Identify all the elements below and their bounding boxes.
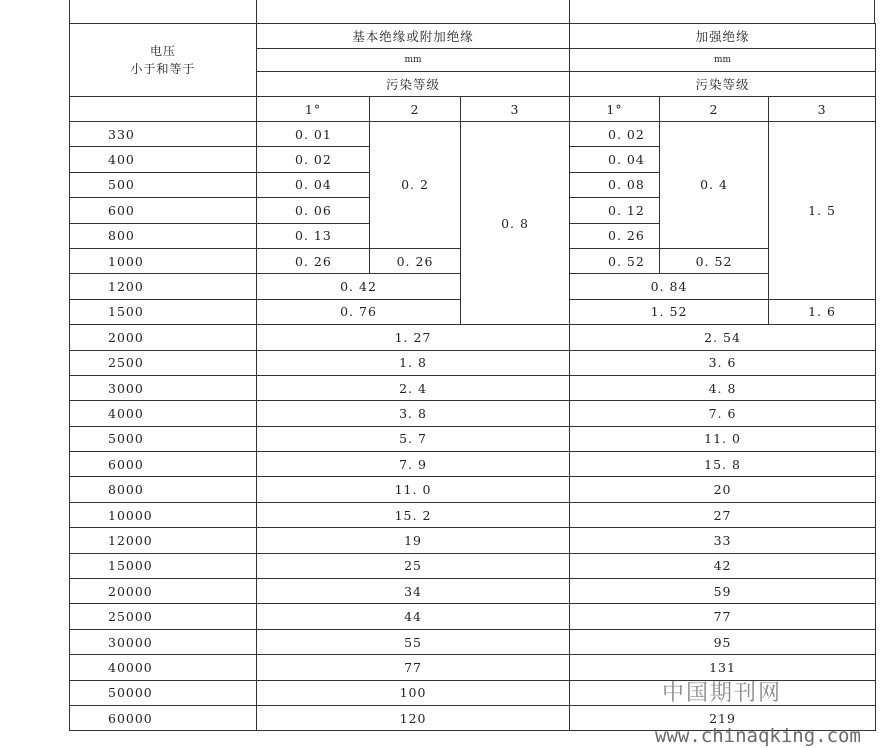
voltage-cell: 10000 bbox=[70, 502, 257, 527]
reinforced-insulation-header: 加强绝缘 bbox=[570, 24, 876, 49]
basic-level12-cell: 0. 76 bbox=[257, 299, 461, 324]
basic-all-levels-cell: 44 bbox=[257, 604, 570, 629]
reinforced-level1-cell: 0. 04 bbox=[570, 147, 660, 172]
basic-all-levels-cell: 19 bbox=[257, 528, 570, 553]
voltage-cell: 600 bbox=[70, 198, 257, 223]
table-row bbox=[70, 325, 876, 350]
reinforced-all-levels-cell: 20 bbox=[570, 477, 876, 502]
basic-level3-cell: 0. 8 bbox=[461, 122, 570, 325]
voltage-cell: 400 bbox=[70, 147, 257, 172]
table-row bbox=[70, 528, 876, 553]
basic-all-levels-cell: 1. 27 bbox=[257, 325, 570, 350]
basic-all-levels-cell: 1. 8 bbox=[257, 350, 570, 375]
reinforced-level3-cell: 1. 5 bbox=[769, 122, 876, 300]
reinforced-all-levels-cell: 33 bbox=[570, 528, 876, 553]
basic-all-levels-cell: 100 bbox=[257, 680, 570, 705]
basic-level1-cell: 0. 04 bbox=[257, 172, 370, 197]
watermark-url: www.chinaqking.com bbox=[655, 725, 861, 747]
reinforced-level1-cell: 0. 02 bbox=[570, 122, 660, 147]
basic-all-levels-cell: 120 bbox=[257, 705, 570, 730]
level-header: 1° bbox=[570, 97, 660, 122]
voltage-cell: 500 bbox=[70, 172, 257, 197]
basic-all-levels-cell: 5. 7 bbox=[257, 426, 570, 451]
table-row bbox=[70, 122, 876, 147]
reinforced-all-levels-cell: 219 bbox=[570, 705, 876, 730]
table-row bbox=[70, 604, 876, 629]
basic-insulation-header: 基本绝缘或附加绝缘 bbox=[257, 24, 570, 49]
voltage-cell: 800 bbox=[70, 223, 257, 248]
reinforced-level2-cell: 0. 4 bbox=[660, 122, 769, 249]
basic-all-levels-cell: 3. 8 bbox=[257, 401, 570, 426]
voltage-cell: 5000 bbox=[70, 426, 257, 451]
reinforced-all-levels-cell: 131 bbox=[570, 655, 876, 680]
voltage-cell: 8000 bbox=[70, 477, 257, 502]
reinforced-level1-cell: 0. 08 bbox=[570, 172, 660, 197]
reinforced-unit: mm bbox=[570, 49, 876, 72]
basic-level1-cell: 0. 02 bbox=[257, 147, 370, 172]
basic-all-levels-cell: 77 bbox=[257, 655, 570, 680]
voltage-cell: 20000 bbox=[70, 579, 257, 604]
voltage-cell: 1500 bbox=[70, 299, 257, 324]
reinforced-level3-cell: 1. 6 bbox=[769, 299, 876, 324]
level-header: 2 bbox=[660, 97, 769, 122]
voltage-cell: 6000 bbox=[70, 452, 257, 477]
basic-all-levels-cell: 11. 0 bbox=[257, 477, 570, 502]
level-header: 1° bbox=[257, 97, 370, 122]
voltage-cell: 50000 bbox=[70, 680, 257, 705]
voltage-cell: 25000 bbox=[70, 604, 257, 629]
basic-all-levels-cell: 2. 4 bbox=[257, 375, 570, 400]
basic-level1-cell: 0. 06 bbox=[257, 198, 370, 223]
voltage-cell: 4000 bbox=[70, 401, 257, 426]
reinforced-level1-cell: 0. 52 bbox=[570, 248, 660, 273]
voltage-sublabel: 小于和等于 bbox=[130, 62, 196, 76]
table-row bbox=[70, 426, 876, 451]
basic-level2-cell: 0. 26 bbox=[370, 248, 461, 273]
basic-all-levels-cell: 15. 2 bbox=[257, 502, 570, 527]
table-row bbox=[70, 477, 876, 502]
basic-level1-cell: 0. 13 bbox=[257, 223, 370, 248]
table-row bbox=[70, 629, 876, 654]
reinforced-all-levels-cell: 95 bbox=[570, 629, 876, 654]
reinforced-pollution-degree: 污染等级 bbox=[570, 72, 876, 97]
voltage-cell: 1200 bbox=[70, 274, 257, 299]
voltage-cell: 3000 bbox=[70, 375, 257, 400]
reinforced-level12-cell: 1. 52 bbox=[570, 299, 769, 324]
reinforced-level12-cell: 0. 84 bbox=[570, 274, 769, 299]
reinforced-all-levels-cell: 59 bbox=[570, 579, 876, 604]
reinforced-all-levels-cell: 11. 0 bbox=[570, 426, 876, 451]
basic-all-levels-cell: 25 bbox=[257, 553, 570, 578]
voltage-cell: 1000 bbox=[70, 248, 257, 273]
reinforced-all-levels-cell: 42 bbox=[570, 553, 876, 578]
reinforced-all-levels-cell: 4. 8 bbox=[570, 375, 876, 400]
voltage-cell: 60000 bbox=[70, 705, 257, 730]
reinforced-level2-cell: 0. 52 bbox=[660, 248, 769, 273]
table-row bbox=[70, 452, 876, 477]
basic-all-levels-cell: 34 bbox=[257, 579, 570, 604]
reinforced-all-levels-cell: 3. 6 bbox=[570, 350, 876, 375]
voltage-label: 电压 bbox=[149, 43, 176, 58]
table-row bbox=[70, 502, 876, 527]
watermark-text: 中国期刊网 bbox=[662, 681, 783, 706]
voltage-cell: 2000 bbox=[70, 325, 257, 350]
reinforced-all-levels-cell: 77 bbox=[570, 604, 876, 629]
voltage-cell: 2500 bbox=[70, 350, 257, 375]
basic-all-levels-cell: 7. 9 bbox=[257, 452, 570, 477]
table-row bbox=[70, 350, 876, 375]
basic-pollution-degree: 污染等级 bbox=[257, 72, 570, 97]
basic-level1-cell: 0. 01 bbox=[257, 122, 370, 147]
table-row bbox=[70, 553, 876, 578]
level-header: 3 bbox=[769, 97, 876, 122]
blank-cell bbox=[70, 97, 257, 122]
reinforced-level1-cell: 0. 26 bbox=[570, 223, 660, 248]
table-row bbox=[70, 401, 876, 426]
voltage-cell: 30000 bbox=[70, 629, 257, 654]
voltage-cell: 12000 bbox=[70, 528, 257, 553]
voltage-cell: 40000 bbox=[70, 655, 257, 680]
basic-level1-cell: 0. 26 bbox=[257, 248, 370, 273]
basic-level2-cell: 0. 2 bbox=[370, 122, 461, 249]
basic-all-levels-cell: 55 bbox=[257, 629, 570, 654]
basic-unit: mm bbox=[257, 49, 570, 72]
voltage-cell: 15000 bbox=[70, 553, 257, 578]
reinforced-level1-cell: 0. 12 bbox=[570, 198, 660, 223]
table-row bbox=[70, 579, 876, 604]
basic-level12-cell: 0. 42 bbox=[257, 274, 461, 299]
reinforced-all-levels-cell: 2. 54 bbox=[570, 325, 876, 350]
voltage-header bbox=[70, 24, 257, 97]
level-header: 2 bbox=[370, 97, 461, 122]
level-header: 3 bbox=[461, 97, 570, 122]
table-top-continuation bbox=[69, 0, 875, 23]
voltage-cell: 330 bbox=[70, 122, 257, 147]
clearance-table bbox=[69, 23, 876, 731]
reinforced-all-levels-cell: 27 bbox=[570, 502, 876, 527]
table-row bbox=[70, 375, 876, 400]
reinforced-all-levels-cell: 7. 6 bbox=[570, 401, 876, 426]
reinforced-all-levels-cell: 15. 8 bbox=[570, 452, 876, 477]
